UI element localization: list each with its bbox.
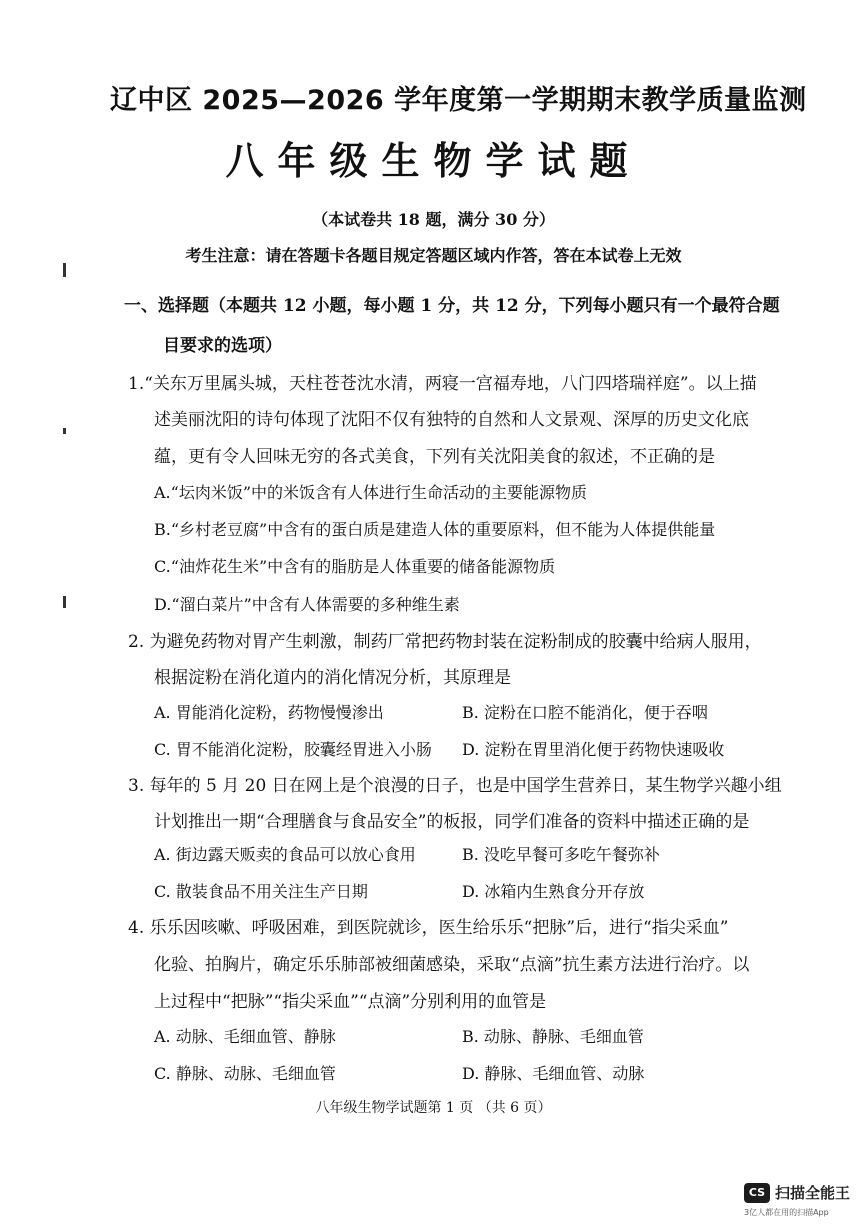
question-4-line: 上过程中“把脉”“指尖采血”“点滴”分别利用的血管是 (154, 992, 547, 1012)
question-1-line: 述美丽沈阳的诗句体现了沈阳不仅有独特的自然和人文景观、深厚的历史文化底 (154, 410, 749, 430)
page-footer: 八年级生物学试题第 1 页 （共 6 页） (315, 1100, 552, 1116)
question-3-option-d: D. 冰箱内生熟食分开存放 (462, 882, 645, 901)
section-heading: 一、选择题（本题共 12 小题，每小题 1 分，共 12 分，下列每小题只有一个最符合题 (124, 296, 780, 316)
question-2-line: 根据淀粉在消化道内的消化情况分析，其原理是 (154, 668, 511, 688)
question-2-option-a: A. 胃能消化淀粉，药物慢慢渗出 (154, 703, 384, 722)
question-1-line: 蕴，更有令人回味无穷的各式美食，下列有关沈阳美食的叙述，不正确的是 (154, 447, 715, 467)
question-2-option-b: B. 淀粉在口腔不能消化，便于吞咽 (462, 703, 708, 722)
question-3-option-c: C. 散装食品不用关注生产日期 (154, 882, 368, 901)
section-heading-cont: 目要求的选项） (163, 336, 282, 356)
exam-title: 辽中区 2025—2026 学年度第一学期期末教学质量监测 (110, 85, 807, 116)
scanner-badge (744, 1182, 850, 1203)
question-1-option-d: D.“溜白菜片”中含有人体需要的多种维生素 (154, 595, 460, 614)
question-2-option-d: D. 淀粉在胃里消化便于药物快速吸收 (462, 740, 725, 759)
question-2-option-c: C. 胃不能消化淀粉，胶囊经胃进入小肠 (154, 740, 432, 759)
scanner-badge-label: 扫描全能王 (775, 1184, 851, 1202)
question-4-option-b: B. 动脉、静脉、毛细血管 (462, 1027, 644, 1046)
question-3-line: 3. 每年的 5 月 20 日在网上是个浪漫的日子，也是中国学生营养日，某生物学兴趣小组 (128, 776, 782, 796)
question-4-line: 化验、拍胸片，确定乐乐肺部被细菌感染，采取“点滴”抗生素方法进行治疗。以 (154, 955, 750, 975)
subject-title: 八年级生物学试题 (225, 139, 642, 183)
camscanner-logo-icon: CS (744, 1183, 770, 1203)
question-4-option-c: C. 静脉、动脉、毛细血管 (154, 1064, 336, 1083)
question-1-option-b: B.“乡村老豆腐”中含有的蛋白质是建造人体的重要原料，但不能为人体提供能量 (154, 520, 716, 539)
scanner-badge-subtitle: 3亿人都在用的扫描App (744, 1208, 829, 1217)
binding-mark (63, 596, 66, 608)
exam-info: （本试卷共 18 题，满分 30 分） (312, 210, 555, 229)
binding-mark (63, 428, 66, 434)
question-4-option-a: A. 动脉、毛细血管、静脉 (154, 1027, 336, 1046)
question-1-option-a: A.“坛肉米饭”中的米饭含有人体进行生命活动的主要能源物质 (154, 483, 588, 502)
question-4-option-d: D. 静脉、毛细血管、动脉 (462, 1064, 645, 1083)
question-3-option-b: B. 没吃早餐可多吃午餐弥补 (462, 845, 660, 864)
question-1-option-c: C.“油炸花生米”中含有的脂肪是人体重要的储备能源物质 (154, 557, 556, 576)
question-3-option-a: A. 街边露天贩卖的食品可以放心食用 (154, 845, 416, 864)
question-3-line: 计划推出一期“合理膳食与食品安全”的板报，同学们准备的资料中描述正确的是 (154, 812, 750, 832)
exam-notice: 考生注意：请在答题卡各题目规定答题区域内作答，答在本试卷上无效 (185, 246, 682, 265)
question-2-line: 2. 为避免药物对胃产生刺激，制药厂常把药物封装在淀粉制成的胶囊中给病人服用， (128, 632, 762, 652)
question-4-line: 4. 乐乐因咳嗽、呼吸困难，到医院就诊，医生给乐乐“把脉”后，进行“指尖采血” (128, 918, 729, 938)
question-1-line: 1.“关东万里属头城，天柱苍苍沈水清，两寝一宫福寿地，八门四塔瑞祥庭”。以上描 (128, 374, 757, 394)
